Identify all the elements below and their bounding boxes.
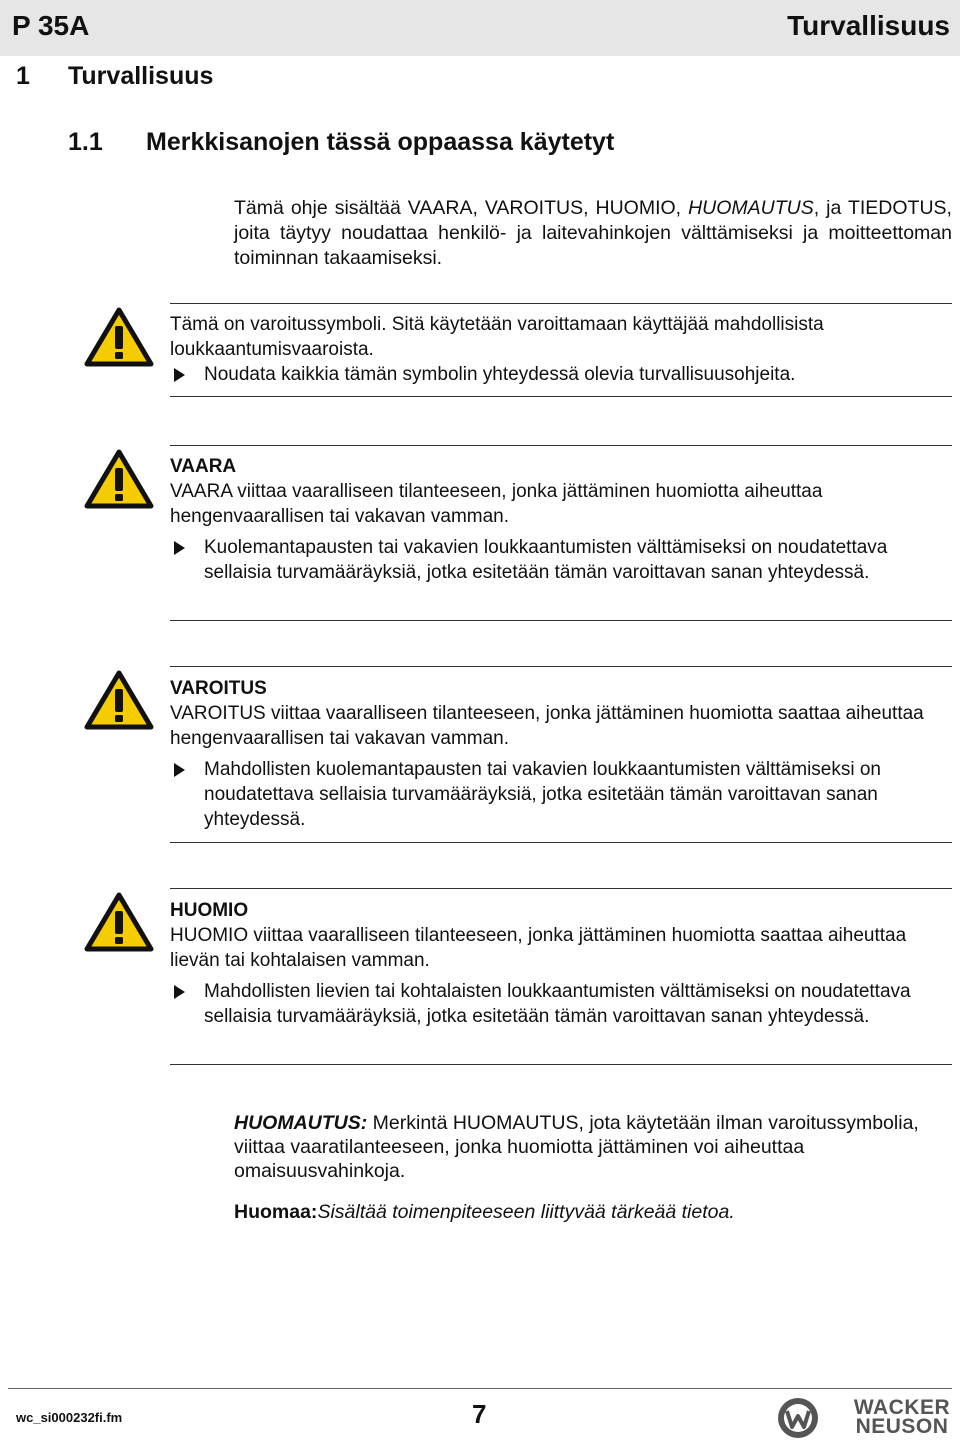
wacker-neuson-logo-icon <box>776 1396 820 1440</box>
bullet-arrow-icon <box>174 763 185 777</box>
chapter-title: Turvallisuus <box>68 62 214 90</box>
symbol-text: Tämä on varoitussymboli. Sitä käytetään varoittamaan käyttäjää mahdollisista loukkaantumisvaaroista. <box>170 314 824 360</box>
intro-italic: HUOMAUTUS <box>688 197 814 219</box>
symbol-block <box>170 312 950 387</box>
intro-paragraph <box>234 196 952 271</box>
notice-paragraph <box>234 1111 950 1183</box>
tip-paragraph <box>234 1200 950 1224</box>
caution-block <box>170 898 950 1029</box>
warning-block <box>170 676 950 832</box>
section-title: Turvallisuus <box>787 10 950 41</box>
chapter-number: 1 <box>16 62 30 90</box>
divider <box>170 1064 952 1065</box>
divider <box>170 303 952 304</box>
caution-text: HUOMIO viittaa vaaralliseen tilanteeseen, jonka jättäminen huomiotta saattaa aiheuttaa lievän tai kohtalaisen vamman. <box>170 925 907 971</box>
warning-triangle-icon <box>84 306 154 368</box>
notice-label: HUOMAUTUS: <box>234 1112 368 1134</box>
bullet-arrow-icon <box>174 368 185 382</box>
divider <box>170 666 952 667</box>
logo-line-2: NEUSON <box>855 1415 949 1438</box>
tip-text: Sisältää toimenpiteeseen liittyvää tärkeää tietoa. <box>317 1201 735 1223</box>
danger-title: VAARA <box>170 456 237 477</box>
intro-text-1: Tämä ohje sisältää VAARA, VAROITUS, HUOMIO, <box>234 197 689 219</box>
divider <box>170 888 952 889</box>
footer-divider <box>8 1388 952 1389</box>
notice-text: Merkintä HUOMAUTUS, jota käytetään ilman varoitussymbolia, viittaa vaaratilanteeseen, jonka huomiotta jättäminen voi aiheuttaa omaisuusvahinkoja. <box>234 1112 919 1182</box>
intro-text-2: , ja TIEDOTUS, joita täytyy noudattaa henkilö- ja laitevahinkojen välttämiseksi ja moitteettoman toiminnan takaamiseksi. <box>234 197 952 269</box>
bullet-item <box>170 535 950 585</box>
warning-triangle-icon <box>84 891 154 953</box>
tip-label: Huomaa: <box>234 1201 318 1223</box>
divider <box>170 842 952 843</box>
footer-filename: wc_si000232fi.fm <box>16 1410 123 1425</box>
bullet-text: Mahdollisten lievien tai kohtalaisten loukkaantumisten välttämiseksi on noudatettava sellaisia turvamääräyksiä, jotka esitetään tämän varoittavan sanan yhteydessä. <box>204 981 911 1027</box>
bullet-text: Noudata kaikkia tämän symbolin yhteydessä olevia turvallisuusohjeita. <box>204 364 796 385</box>
warning-triangle-icon <box>84 669 154 731</box>
caution-title: HUOMIO <box>170 900 249 921</box>
divider <box>170 445 952 446</box>
subsection-title: Merkkisanojen tässä oppaassa käytetyt <box>146 128 615 156</box>
subsection-heading <box>68 128 614 157</box>
bullet-item <box>170 362 950 387</box>
bullet-item <box>170 979 950 1029</box>
bullet-arrow-icon <box>174 985 185 999</box>
subsection-number: 1.1 <box>68 128 103 156</box>
bullet-arrow-icon <box>174 541 185 555</box>
bullet-text: Kuolemantapausten tai vakavien loukkaantumisten välttämiseksi on noudatettava sellaisia turvamääräyksiä, jotka esitetään tämän varoittavan sanan yhteydessä. <box>204 537 888 583</box>
warning-title: VAROITUS <box>170 678 267 699</box>
danger-block <box>170 454 950 585</box>
warning-text: VAROITUS viittaa vaaralliseen tilanteeseen, jonka jättäminen huomiotta saattaa aiheuttaa hengenvaarallisen tai vakavan vamman. <box>170 703 924 749</box>
danger-text: VAARA viittaa vaaralliseen tilanteeseen, jonka jättäminen huomiotta aiheuttaa hengenvaarallisen tai vakavan vamman. <box>170 481 823 527</box>
page-header <box>0 0 960 56</box>
warning-triangle-icon <box>84 448 154 510</box>
model-name: P 35A <box>12 10 90 41</box>
bullet-text: Mahdollisten kuolemantapausten tai vakavien loukkaantumisten välttämiseksi on noudatettava sellaisia turvamääräyksiä, jotka esitetään tämän varoittavan sanan yhteydessä. <box>204 759 881 830</box>
bullet-item <box>170 757 950 832</box>
page-number: 7 <box>472 1399 487 1429</box>
brand-logo-text <box>850 1398 954 1436</box>
chapter-heading <box>16 62 213 91</box>
logo-line-1: WACKER <box>853 1396 951 1419</box>
divider <box>170 620 952 621</box>
divider <box>170 396 952 397</box>
